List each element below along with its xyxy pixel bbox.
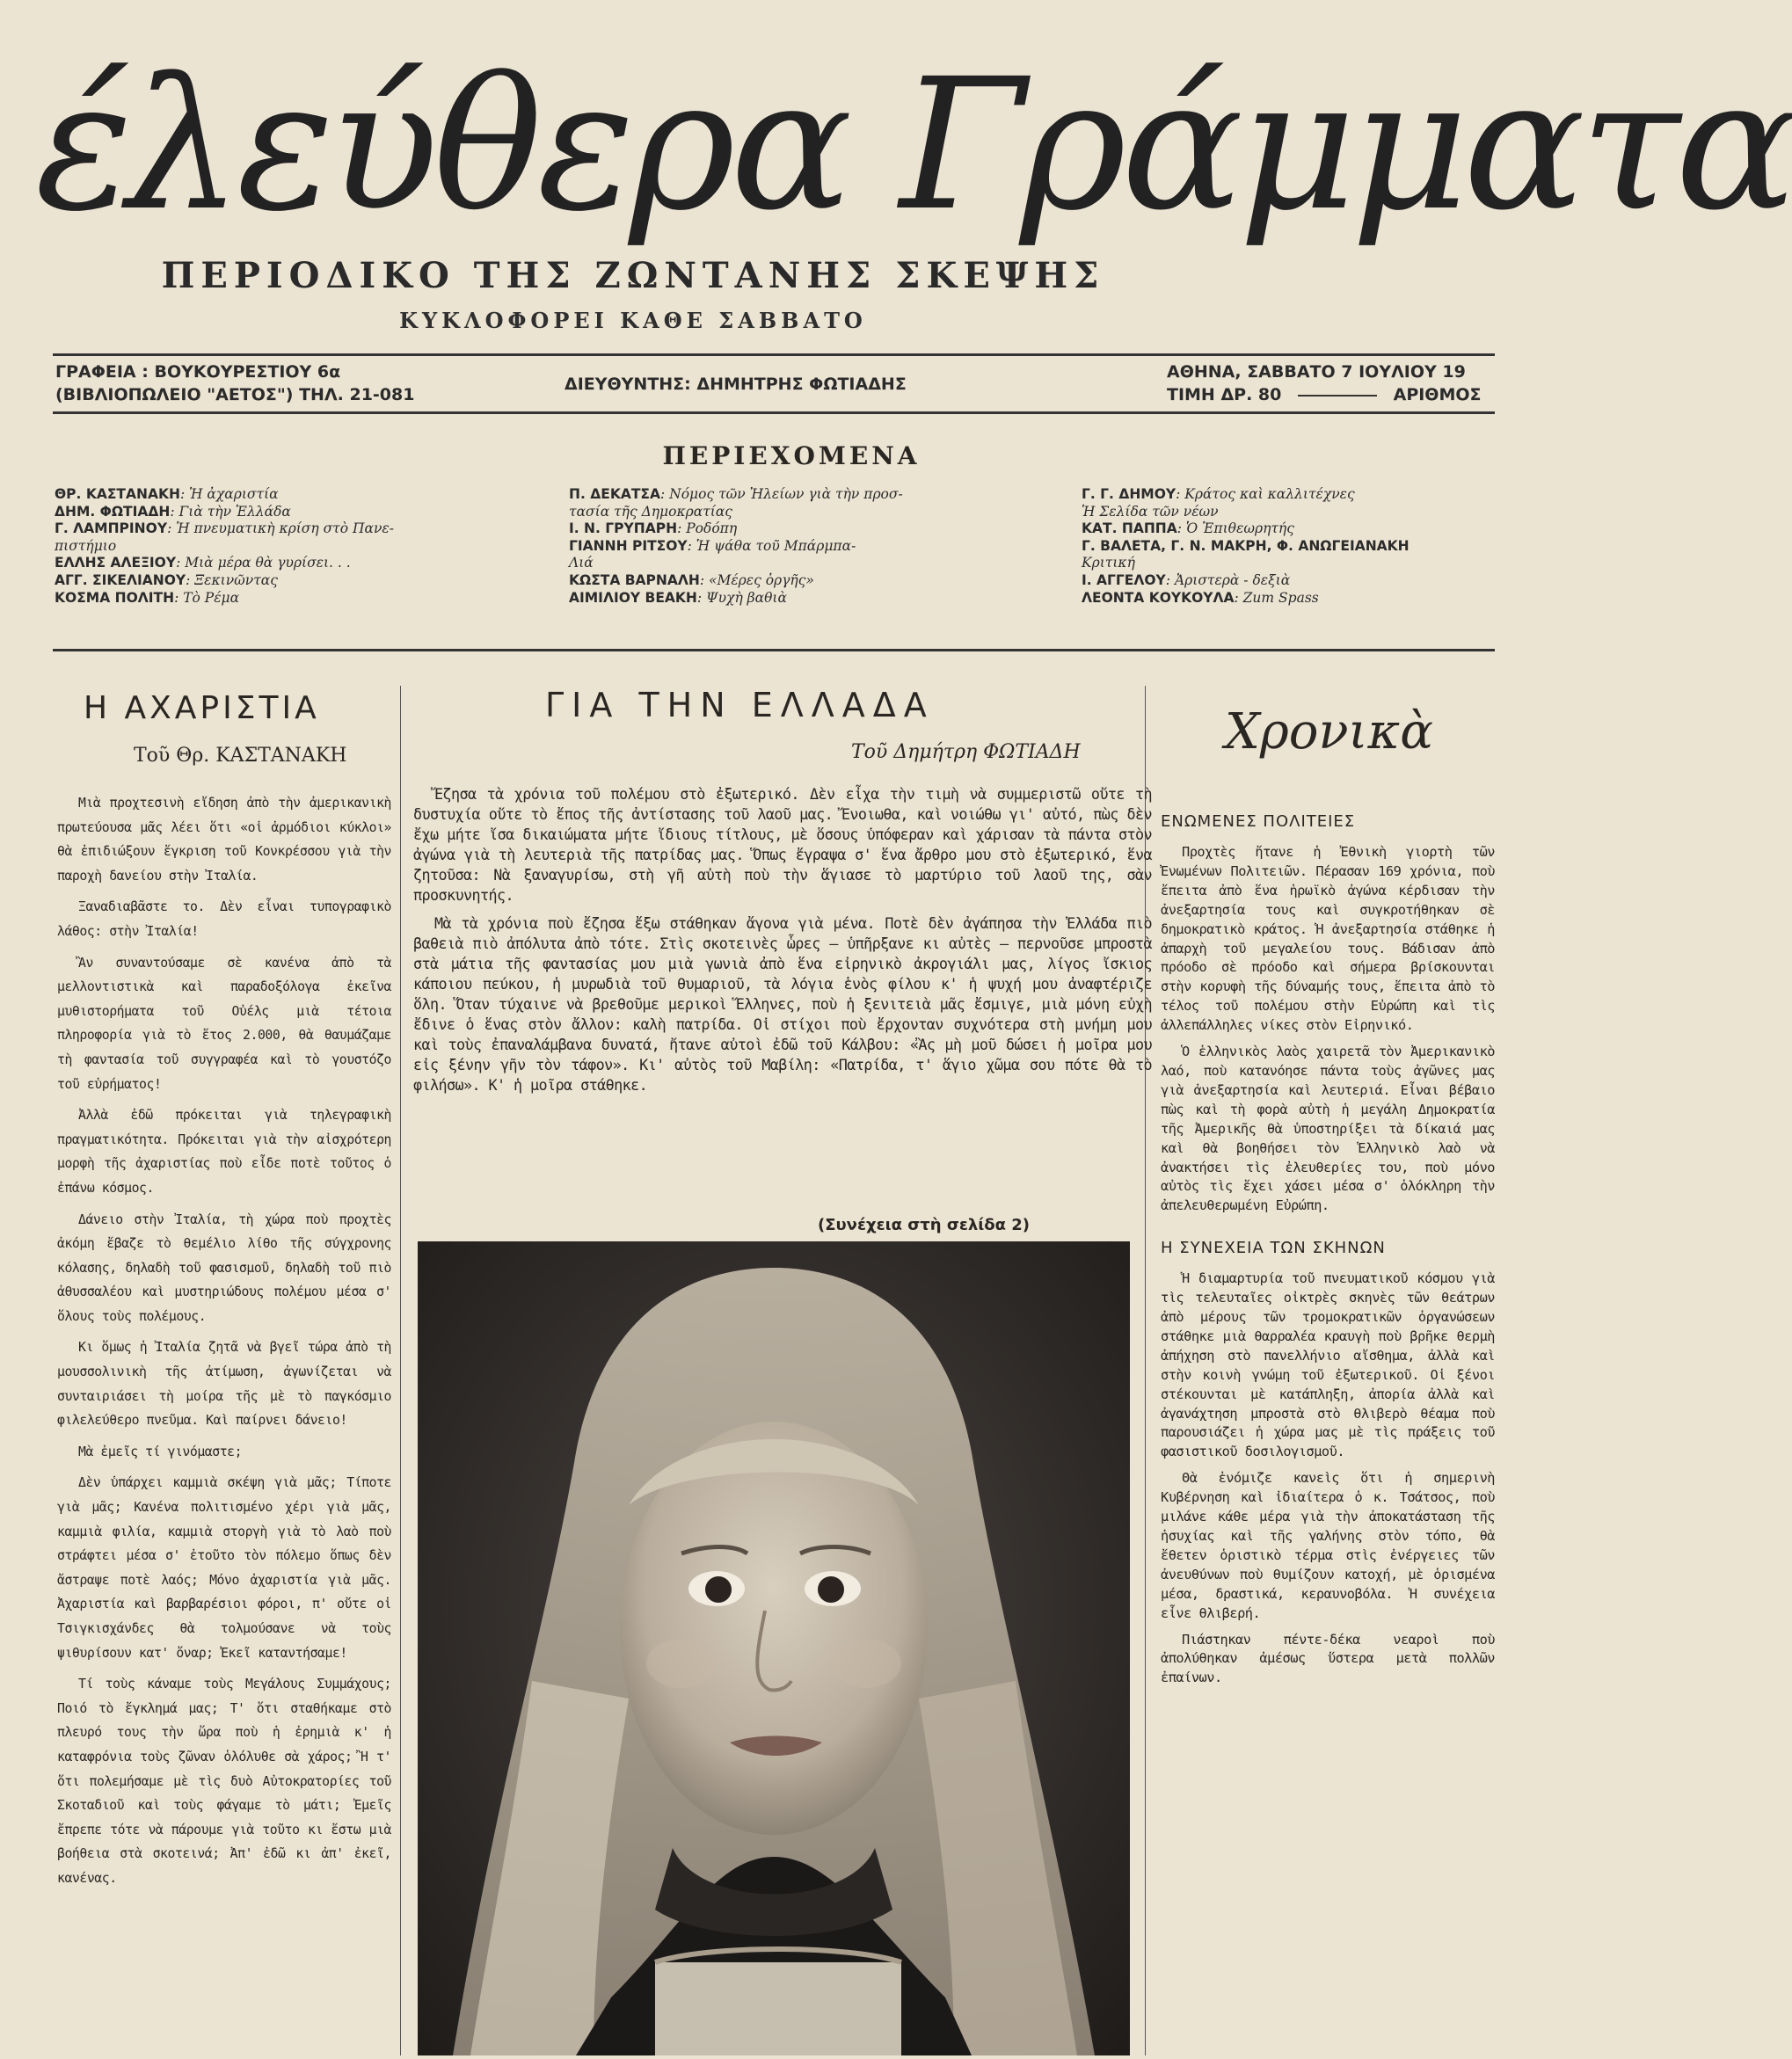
toc-entry: Γ. ΒΑΛΕΤΑ, Γ. Ν. ΜΑΚΡΗ, Φ. ΑΝΩΓΕΙΑΝΑΚΗ xyxy=(1082,537,1410,554)
header-rule-top xyxy=(53,353,1495,356)
article-right-body xyxy=(1161,812,1495,2055)
paragraph: Τί τοὺς κάναμε τοὺς Μεγάλους Συμμάχους; Ποιό τὸ ἔγκλημά μας; Τ' ὅτι σταθήκαμε στὸ πλευρό τους τὴν ὥρα ποὺ ἡ ἐρημιὰ κ' ἡ καταφρόνια τοὺς ζῶναν ὁλόλυθε σὰ χάρος; Ἢ τ' ὅτι πολεμήσαμε μὲ τὶς δυὸ Αὐτοκρατορίες τοῦ Σκοταδιοῦ καὶ τοὺς φάγαμε τὸ μάτι; Ἐμεῖς ἔπρεπε τότε νὰ πάρουμε γιὰ τοῦτο κι ἔστω μιὰ βοήθεια στὰ σκοτεινά; Ἀπ' ἐδῶ κι ἀπ' ἐκεῖ, κανένας. xyxy=(57,1677,391,1886)
article-left-byline: Τοῦ Θρ. ΚΑΣΤΑΝΑΚΗ xyxy=(134,745,347,767)
contents-column-2 xyxy=(569,486,903,607)
paragraph: Πιάστηκαν πέντε-δέκα νεαροὶ ποὺ ἀπολύθηκαν ἀμέσως ὕστερα μετὰ πολλῶν ἐπαίνων. xyxy=(1161,1631,1495,1686)
paragraph: Κι ὅμως ἡ Ἰταλία ζητᾶ νὰ βγεῖ τώρα ἀπὸ τὴ μουσσολινικὴ τῆς ἀτίμωση, ἀγωνίζεται νὰ συνταιριάσει τὴ μοίρα τῆς μὲ τὸ παγκόσμιο φιλελεύθερο πνεῦμα. Καὶ παίρνει δάνειο! xyxy=(57,1340,391,1429)
masthead-title: έλεύθερα Γράμματα xyxy=(35,40,1792,251)
toc-entry: πιστήμιο xyxy=(55,537,117,554)
paragraph: Δάνειο στὴν Ἰταλία, τὴ χώρα ποὺ προχτὲς ἀκόμη ἔβαζε τὸ θεμέλιο λίθο τῆς σύγχρονης κόλασης, δηλαδὴ τοῦ φασισμοῦ, δηλαδὴ τοῦ πιὸ ἀθυσσαλέου καὶ μυστηριώδους πολέμου μέσα σ' ὅλους τοὺς πολέμους. xyxy=(57,1211,391,1324)
toc-entry: Ἡ Σελίδα τῶν νέων xyxy=(1082,503,1219,520)
column-divider-left xyxy=(400,686,401,2055)
paragraph: Δὲν ὑπάρχει καμμιὰ σκέψη γιὰ μᾶς; Τίποτε γιὰ μᾶς; Κανένα πολιτισμένο χέρι γιὰ μᾶς, καμμιὰ φιλία, καμμιὰ στοργὴ γιὰ τὸ λαὸ ποὺ στράφτει μέσα σ' ἐτοῦτο τὸν πόλεμο ὅπως δὲν ἄστραψε ποτὲ λαός; Μόνο ἀχαριστία γιὰ μᾶς. Ἀχαριστία καὶ βαρβαρέσιοι φόροι, π' οὔτε οἱ Τσιγκισχάνδες θὰ τολμούσανε νὰ τοὺς ψιθυρίσουν κατ' ὄναρ; Ἐκεῖ καταντήσαμε! xyxy=(57,1475,391,1661)
paragraph: Ὁ ἑλληνικὸς λαὸς χαιρετᾶ τὸν Ἀμερικανικὸ λαό, ποὺ κατανόησε πάντα τοὺς ἀγῶνες μας γιὰ ἀνεξαρτησία καὶ λευτεριά. Εἶναι βέβαιο πὼς καὶ τὴ φορὰ αὐτὴ ἡ μεγάλη Δημοκρατία τῆς Ἀμερικῆς θὰ ὑποστηρίξει τὰ δίκαιά μας καὶ θὰ βοηθήσει τὸν Ἑλληνικὸ λαὸ νὰ ἀνακτήσει τὶς ἐλευθερίες του, ποὺ μόνο αὐτὸς τὶς ἔχει χάσει μέσα σ' ὁλόκληρη τὴν ἀπελευθερωμένη Εὐρώπη. xyxy=(1161,1044,1495,1214)
office-line-2: (ΒΙΒΛΙΟΠΩΛΕΙΟ "ΑΕΤΟΣ") ΤΗΛ. 21-081 xyxy=(55,385,415,404)
paragraph: Ἡ διαμαρτυρία τοῦ πνευματικοῦ κόσμου γιὰ τὶς τελευταῖες οἰκτρὲς σκηνὲς τῶν θεάτρων ἀπὸ μέρους τῶν τρομοκρατικῶν ὀργανώσεων στάθηκε μιὰ θαρραλέα κραυγὴ ποὺ βρῆκε θερμὴ ἀπήχηση στὸ πανελλήνιο αἴσθημα, ἀλλὰ καὶ στὴν κοινὴ γνώμη τοῦ ἐξωτερικοῦ. Οἱ ξένοι στέκουνται μὲ κατάπληξη, ἀπορία ἀλλὰ καὶ ἀγανάχτηση μπροστὰ στὸ θλιβερὸ θέαμα ποὺ παρουσιάζει ἡ χώρα μας μὲ τὶς πράξεις τοῦ φασιστικοῦ δοσιλογισμοῦ. xyxy=(1161,1270,1495,1460)
office-line-1: ΓΡΑΦΕΙΑ : ΒΟΥΚΟΥΡΕΣΤΙΟΥ 6α xyxy=(55,362,341,382)
header-rule-mid xyxy=(53,411,1495,414)
article-center-title: ΓΙΑ ΤΗΝ ΕΛΛΑΔΑ xyxy=(545,686,935,724)
paragraph: Προχτὲς ἤτανε ἡ Ἐθνικὴ γιορτὴ τῶν Ἐνωμένων Πολιτειῶν. Πέρασαν 169 χρόνια, ποὺ ἔπειτα ἀπὸ ἕνα ἡρωϊκὸ ἀγώνα κέρδισαν τὴν ἀνεξαρτησία τους καὶ συγκροτήθηκαν σὲ δημοκρατικὸ κράτος. Ἡ ἀνεξαρτησία στάθηκε ἡ ἀπαρχὴ τοῦ μεγαλείου τους. Βάδισαν ἀπὸ πρόοδο σὲ πρόοδο καὶ σήμερα βρίσκουνται στὴν κορυφὴ τῆς δύναμής τους, ἔπειτα ἀπὸ τὸ τέλος τοῦ πολέμου στὴν Εὐρώπη καὶ τὶς ἀλλεπάλληλες νίκες στὸν Εἰρηνικό. xyxy=(1161,844,1495,1034)
publication-note: ΚΥΚΛΟΦΟΡΕΙ ΚΑΘΕ ΣΑΒΒΑΤΟ xyxy=(399,308,867,333)
toc-entry: ΚΟΣΜΑ ΠΟΛΙΤΗ: Τὸ Ρέμα xyxy=(55,589,240,606)
toc-entry: ΔΗΜ. ΦΩΤΙΑΔΗ: Γιὰ τὴν Ἑλλάδα xyxy=(55,503,291,520)
toc-entry: ΚΑΤ. ΠΑΠΠΑ: Ὁ Ἐπιθεωρητής xyxy=(1082,520,1294,537)
paragraph: Ἔζησα τὰ χρόνια τοῦ πολέμου στὸ ἐξωτερικό. Δὲν εἶχα τὴν τιμὴ νὰ συμμεριστῶ οὔτε τὴ δυστυχία οὔτε τὸ ἔπος τῆς ἀντίστασης τοῦ λαοῦ μας. Ἔνοιωθα, καὶ νοιώθω γι' αὐτό, πὼς δὲν ἔχω μήτε ἴσα δικαιώματα μήτε ἴδιους τίτλους, μὲ ὅσους ὑπόφεραν καὶ χάρισαν τὰ πάντα στὸν ἀγώνα γιὰ τὴ λευτεριὰ τῆς πατρίδας μας. Ὅπως ἔγραψα σ' ἕνα ἄρθρο μου στὸ ἐξωτερικό, ἕνα ζητοῦσα: Νὰ ξαναγυρίσω, στὴ γῆ αὐτὴ ποὺ τὴν ἅγιασε τὸ μαρτύριο τοῦ λαοῦ της, σὰν προσκυνητής. xyxy=(413,785,1152,905)
toc-entry: Κριτική xyxy=(1082,555,1135,571)
toc-entry: ΘΡ. ΚΑΣΤΑΝΑΚΗ: Ἡ ἀχαριστία xyxy=(55,486,279,502)
toc-entry: ΑΓΓ. ΣΙΚΕΛΙΑΝΟΥ: Ξεκινῶντας xyxy=(55,571,278,588)
office-address xyxy=(55,360,414,406)
section-heading: Η ΣΥΝΕΧΕΙΑ ΤΩΝ ΣΚΗΝΩΝ xyxy=(1161,1239,1386,1258)
article-center-body xyxy=(413,784,1152,1153)
paragraph: Μὰ τὰ χρόνια ποὺ ἔζησα ἔξω στάθηκαν ἄγονα γιὰ μένα. Ποτὲ δὲν ἀγάπησα τὴν Ἑλλάδα πιὸ βαθειὰ πιὸ ἀπόλυτα ἀπὸ τότε. Στὶς σκοτεινὲς ὧρες — ὑπῆρξανε κι αὐτὲς — περνοῦσε μπροστὰ στὰ μάτια τῆς φαντασίας μου μιὰ γωνιὰ ἀπὸ ἕνα εἰρηνικὸ ἀκρογιάλι μας, λίγος ἴσκιος κάποιου πεύκου, ἡ μυρωδιὰ τοῦ θυμαριοῦ, τὰ λόγια ἑνὸς φίλου κ' ἡ ψυχή μου ἀναφτέριζε ὅλη. Ὅταν τύχαινε νὰ βρεθοῦμε μερικοὶ Ἕλληνες, ποὺ ἡ ξενιτειὰ μᾶς ἔσμιγε, μιὰ μόνη εὐχὴ ἔδινε ὁ ἕνας στὸν ἄλλον: καλὴ πατρίδα. Οἱ στίχοι ποὺ ἔρχονταν συχνότερα στὴ μνήμη μου καὶ τοὺς ἐπαναλάμβανα δυνατά, ἤτανε αὐτοὶ ἐδῶ τοῦ Κάλβου: «Ἂς μὴ μοῦ δώσει ἡ μοῖρα μου εἰς ξένην γῆν τὸν τάφον». Κι' αὐτὸς τοῦ Μαβίλη: «Πατρίδα, τ' ἅγιο χῶμα σου πότε θὰ τὸ φιλήσω». Κ' ἡ μοῖρα στάθηκε. xyxy=(413,913,1152,1095)
paragraph: Μιὰ προχτεσινὴ εἴδηση ἀπὸ τὴν ἀμερικανικὴ πρωτεύουσα μᾶς λέει ὅτι «οἱ ἁρμόδιοι κύκλοι» θὰ ἐπιδιώξουν ἔγκριση τοῦ Κονκρέσσου γιὰ τὴν παροχὴ δανείου στὴν Ἰταλία. xyxy=(57,796,391,884)
toc-entry: Ι. ΑΓΓΕΛΟΥ: Ἀριστερὰ - δεξιὰ xyxy=(1082,571,1291,588)
contents-title: ΠΕΡΙΕΧΟΜΕΝΑ xyxy=(662,441,921,470)
toc-entry: ΕΛΛΗΣ ΑΛΕΞΙΟΥ: Μιὰ μέρα θὰ γυρίσει. . . xyxy=(55,555,351,571)
portrait-illustration xyxy=(418,1241,1130,2055)
issue-price: ΤΙΜΗ ΔΡ. 80 xyxy=(1167,385,1282,404)
toc-entry: Γ. Γ. ΔΗΜΟΥ: Κράτος καὶ καλλιτέχνες xyxy=(1082,486,1355,502)
director-line: ΔΙΕΥΘΥΝΤΗΣ: ΔΗΜΗΤΡΗΣ ΦΩΤΙΑΔΗΣ xyxy=(565,375,907,394)
toc-entry: Γ. ΛΑΜΠΡΙΝΟΥ: Ἡ πνευματικὴ κρίση στὸ Πανε- xyxy=(55,520,394,537)
issue-number: ΑΡΙΘΜΟΣ xyxy=(1393,385,1482,404)
toc-entry: Π. ΔΕΚΑΤΣΑ: Νόμος τῶν Ἠλείων γιὰ τὴν προσ- xyxy=(569,486,903,502)
article-center-byline: Τοῦ Δημήτρη ΦΩΤΙΑΔΗ xyxy=(851,741,1081,763)
toc-entry: ΓΙΑΝΝΗ ΡΙΤΣΟΥ: Ἡ ψάθα τοῦ Μπάρμπα- xyxy=(569,537,856,554)
issue-date: ΑΘΗΝΑ, ΣΑΒΒΑΤΟ 7 ΙΟΥΛΙΟΥ 19 xyxy=(1167,362,1466,382)
paragraph: Μὰ ἐμεῖς τί γινόμαστε; xyxy=(78,1444,243,1459)
toc-entry: ΚΩΣΤΑ ΒΑΡΝΑΛΗ: «Μέρες ὀργῆς» xyxy=(569,571,814,588)
toc-entry: Λιά xyxy=(569,555,594,571)
article-right-title: Χρονικὰ xyxy=(1225,703,1434,760)
continuation-note: (Συνέχεια στὴ σελίδα 2) xyxy=(818,1216,1031,1234)
article-left-title: Η ΑΧΑΡΙΣΤΙΑ xyxy=(84,690,320,726)
paragraph: Θὰ ἐνόμιζε κανεὶς ὅτι ἡ σημερινὴ Κυβέρνηση καὶ ἰδιαίτερα ὁ κ. Τσάτσος, ποὺ μιλάνε κάθε μέρα γιὰ τὴν ἀποκατάσταση τῆς ἡσυχίας καὶ τῆς γαλήνης στὸν τόπο, θὰ ἔθετεν ὁριστικὸ τέρμα στὶς ἐνέργειες τῶν ἀνευθύνων ποὺ θυμίζουν κατοχή, μὲ ὁρισμένα μέσα, δραστικά, κεραυνοβόλα. Ἡ συνέχεια εἶνε θλιβερή. xyxy=(1161,1470,1495,1621)
paragraph: Ξαναδιαβᾶστε το. Δὲν εἶναι τυπογραφικὸ λάθος: στὴν Ἰταλία! xyxy=(57,899,391,939)
article-left-body xyxy=(57,791,391,2055)
toc-entry: Ι. Ν. ΓΡΥΠΑΡΗ: Ροδόπη xyxy=(569,520,738,537)
portrait-svg xyxy=(418,1241,1130,2055)
toc-entry: ΑΙΜΙΛΙΟΥ ΒΕΑΚΗ: Ψυχὴ βαθιὰ xyxy=(569,589,787,606)
price-dash xyxy=(1298,395,1377,397)
paragraph: Ἂν συναντούσαμε σὲ κανένα ἀπὸ τὰ μελλοντιστικὰ καὶ παραδοξόλογα ἐκεῖνα μυθιστορήματα τοῦ Οὐέλς μιὰ τέτοια πληροφορία γιὰ τὸ ἔτος 2.000, θὰ θαυμάζαμε τὴ φαντασία τοῦ συγγραφέα καὶ τὸ γουστόζο τοῦ εὑρήματος! xyxy=(57,955,391,1092)
toc-entry: ΛΕΟΝΤΑ ΚΟΥΚΟΥΛΑ: Zum Spass xyxy=(1082,589,1319,606)
section-heading: ΕΝΩΜΕΝΕΣ ΠΟΛΙΤΕΙΕΣ xyxy=(1161,812,1356,831)
contents-rule-bottom xyxy=(53,649,1495,651)
date-price xyxy=(1167,360,1482,406)
masthead-subtitle: ΠΕΡΙΟΔΙΚΟ ΤΗΣ ΖΩΝΤΑΝΗΣ ΣΚΕΨΗΣ xyxy=(161,255,1105,296)
contents-column-1 xyxy=(55,486,394,607)
paragraph: Ἀλλὰ ἐδῶ πρόκειται γιὰ τηλεγραφικὴ πραγματικότητα. Πρόκειται γιὰ τὴν αἰσχρότερη μορφὴ τῆς ἀχαριστίας ποὺ εἶδε ποτὲ τοῦτος ὁ ἐπάνω κόσμος. xyxy=(57,1108,391,1196)
toc-entry: τασία τῆς Δημοκρατίας xyxy=(569,503,732,520)
contents-column-3 xyxy=(1082,486,1410,607)
